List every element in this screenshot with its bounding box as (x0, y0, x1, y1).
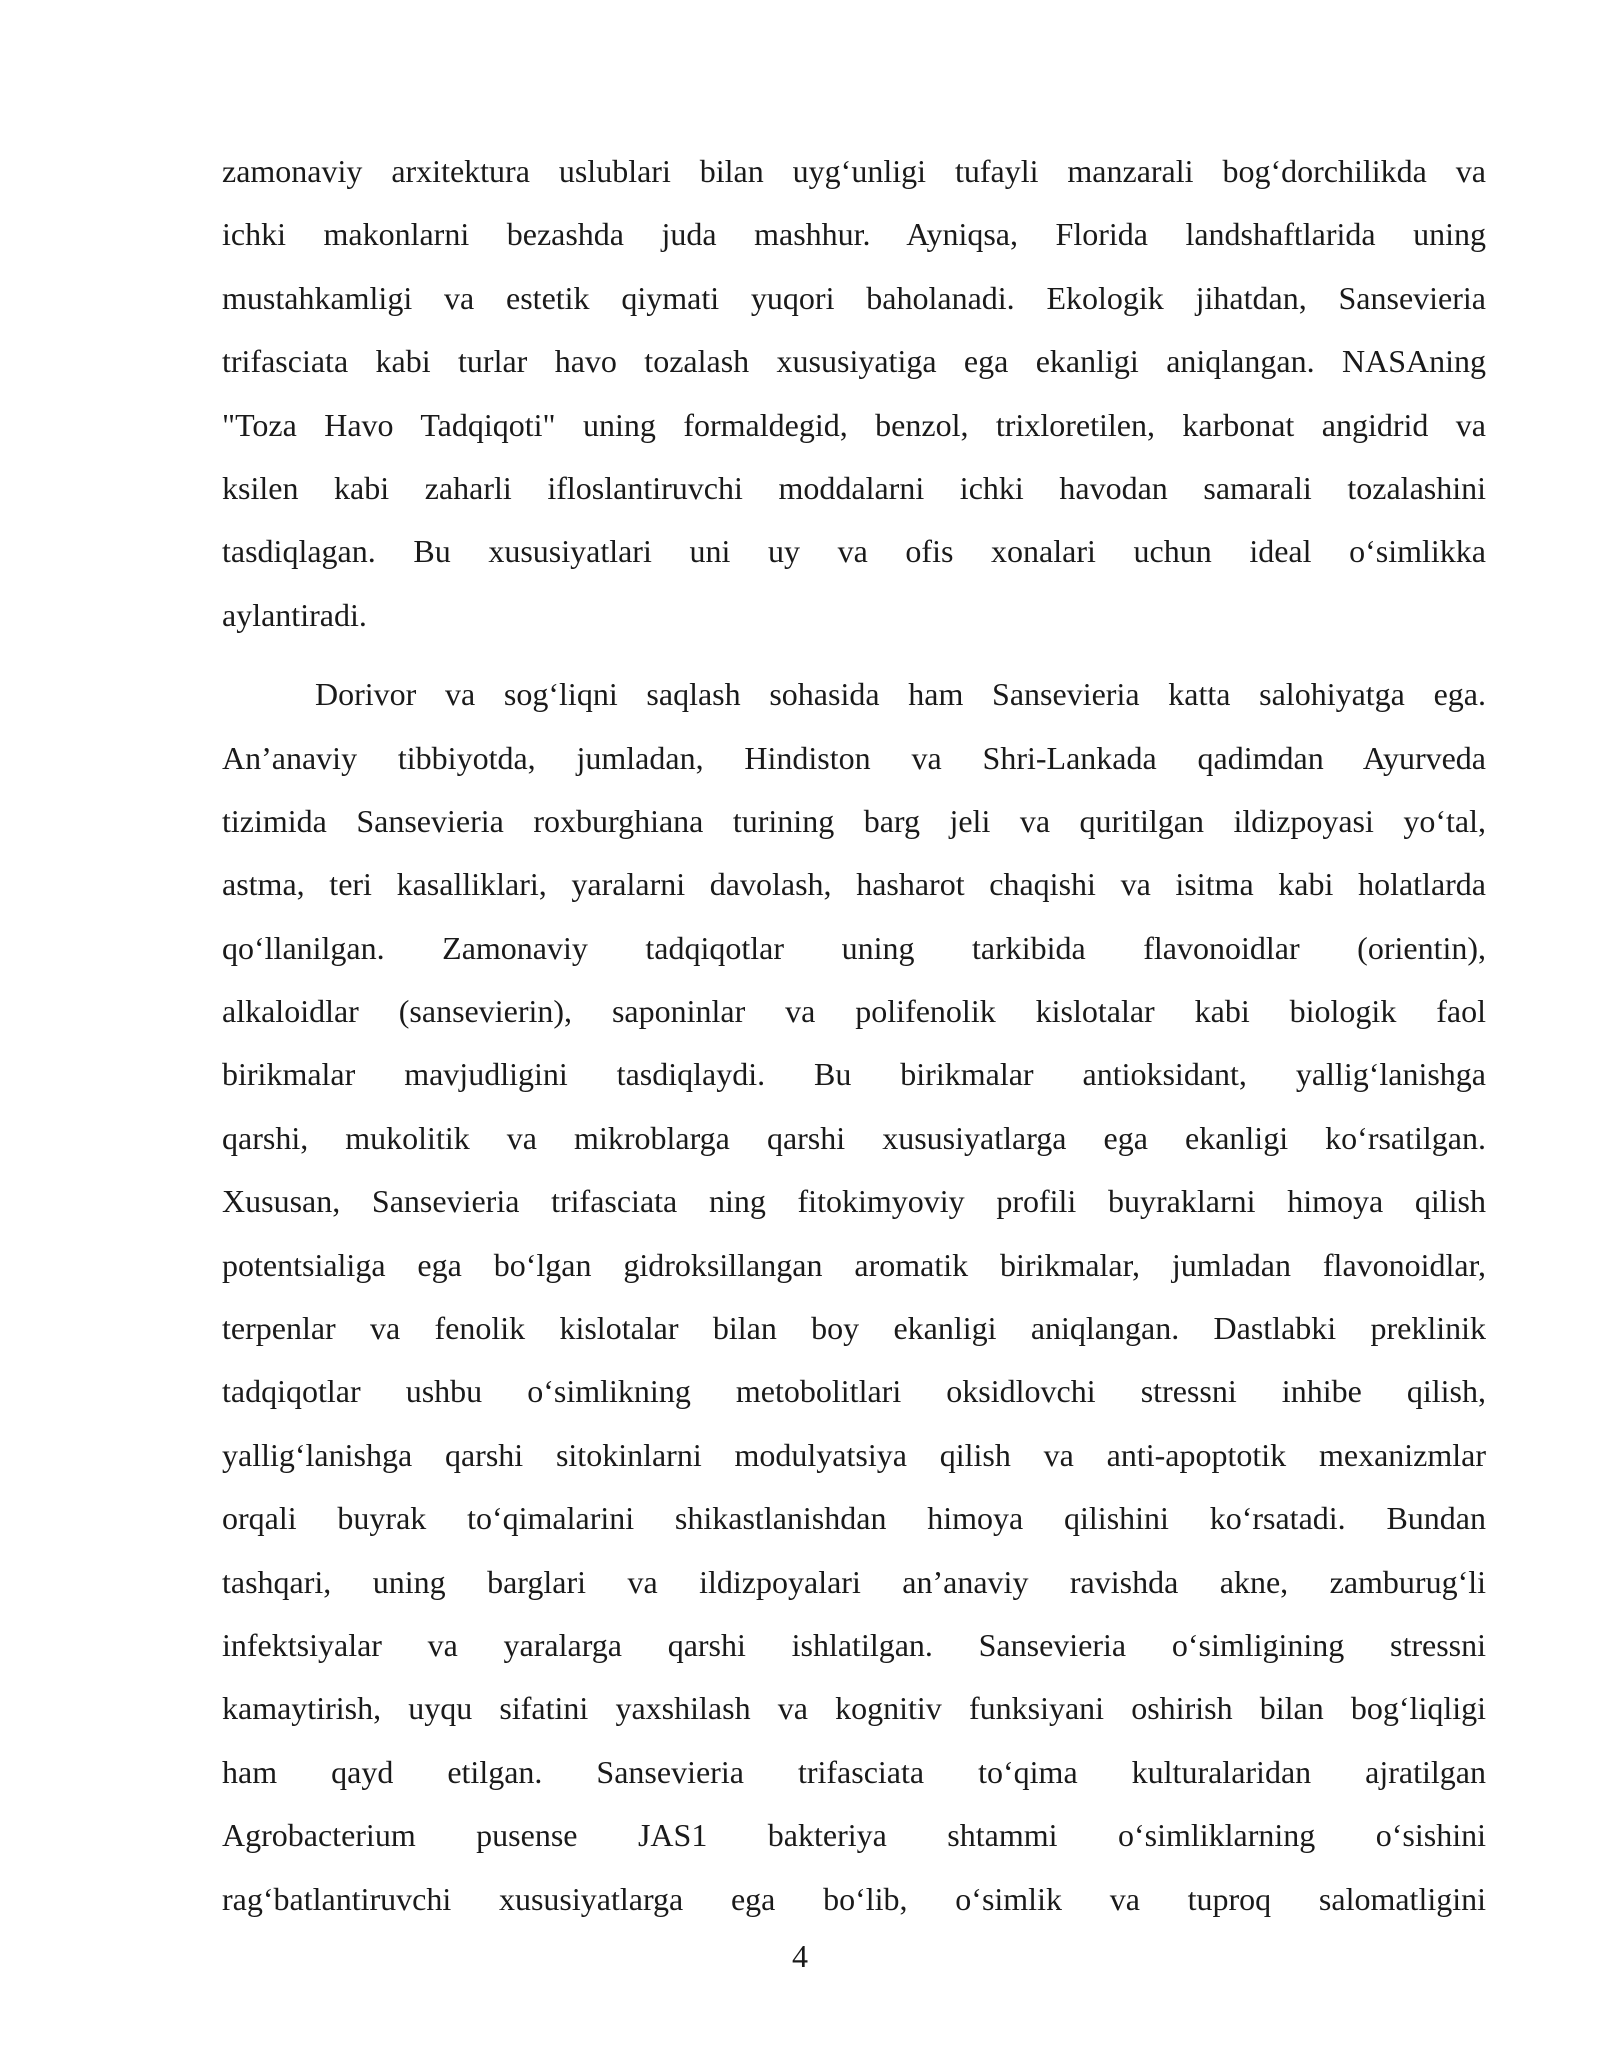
paragraph-1 (222, 140, 1486, 647)
text-line: ham qayd etilgan. Sansevieria trifasciata to‘qima kulturalaridan ajratilgan (222, 1753, 1486, 1790)
text-line: tadqiqotlar ushbu o‘simlikning metobolitlari oksidlovchi stressni inhibe qilish, (222, 1373, 1486, 1410)
text-line: orqali buyrak to‘qimalarini shikastlanishdan himoya qilishini ko‘rsatadi. Bundan (222, 1500, 1486, 1537)
text-line: qarshi, mukolitik va mikroblarga qarshi xususiyatlarga ega ekanligi ko‘rsatilgan. (222, 1119, 1486, 1156)
text-line: aylantiradi. (222, 596, 367, 633)
text-line: qo‘llanilgan. Zamonaviy tadqiqotlar uning tarkibida flavonoidlar (orientin), (222, 929, 1486, 966)
body-text (222, 140, 1486, 1931)
text-line: ichki makonlarni bezashda juda mashhur. Ayniqsa, Florida landshaftlarida uning (222, 216, 1486, 253)
text-line: astma, teri kasalliklari, yaralarni davolash, hasharot chaqishi va isitma kabi holatlarda (222, 866, 1486, 903)
text-line: Agrobacterium pusense JAS1 bakteriya shtammi o‘simliklarning o‘sishini (222, 1817, 1486, 1854)
text-line: infektsiyalar va yaralarga qarshi ishlatilgan. Sansevieria o‘simligining stressni (222, 1626, 1486, 1663)
text-line: An’anaviy tibbiyotda, jumladan, Hindiston va Shri-Lankada qadimdan Ayurveda (222, 739, 1486, 776)
text-line: tasdiqlagan. Bu xususiyatlari uni uy va ofis xonalari uchun ideal o‘simlikka (222, 533, 1486, 570)
text-line: yallig‘lanishga qarshi sitokinlarni modulyatsiya qilish va anti-apoptotik mexanizmlar (222, 1436, 1486, 1473)
paragraph-spacer (222, 647, 1486, 663)
text-line: ksilen kabi zaharli ifloslantiruvchi moddalarni ichki havodan samarali tozalashini (222, 469, 1486, 506)
paragraph-2 (222, 663, 1486, 1931)
text-line: terpenlar va fenolik kislotalar bilan boy ekanligi aniqlangan. Dastlabki preklinik (222, 1310, 1486, 1347)
text-line: mustahkamligi va estetik qiymati yuqori baholanadi. Ekologik jihatdan, Sansevieria (222, 279, 1486, 316)
text-line: alkaloidlar (sansevierin), saponinlar va polifenolik kislotalar kabi biologik faol (222, 993, 1486, 1030)
text-line: kamaytirish, uyqu sifatini yaxshilash va kognitiv funksiyani oshirish bilan bog‘liqligi (222, 1690, 1486, 1727)
text-line: zamonaviy arxitektura uslublari bilan uyg‘unligi tufayli manzarali bog‘dorchilikda va (222, 153, 1486, 189)
text-line: Dorivor va sog‘liqni saqlash sohasida ham Sansevieria katta salohiyatga ega. (315, 676, 1486, 713)
text-line: trifasciata kabi turlar havo tozalash xususiyatiga ega ekanligi aniqlangan. NASAning (222, 343, 1486, 380)
text-line: "Toza Havo Tadqiqoti" uning formaldegid, benzol, trixloretilen, karbonat angidrid va (222, 406, 1486, 443)
page-number: 4 (792, 1938, 808, 1974)
text-line: Xususan, Sansevieria trifasciata ning fitokimyoviy profili buyraklarni himoya qilish (222, 1183, 1486, 1220)
text-line: potentsialiga ega bo‘lgan gidroksillangan aromatik birikmalar, jumladan flavonoidlar, (222, 1246, 1486, 1283)
text-line: tashqari, uning barglari va ildizpoyalari an’anaviy ravishda akne, zamburug‘li (222, 1563, 1486, 1600)
text-line: birikmalar mavjudligini tasdiqlaydi. Bu birikmalar antioksidant, yallig‘lanishga (222, 1056, 1486, 1093)
text-line: rag‘batlantiruvchi xususiyatlarga ega bo‘lib, o‘simlik va tuproq salomatligini (222, 1880, 1486, 1917)
text-line: tizimida Sansevieria roxburghiana turining barg jeli va quritilgan ildizpoyasi yo‘tal, (222, 802, 1486, 839)
